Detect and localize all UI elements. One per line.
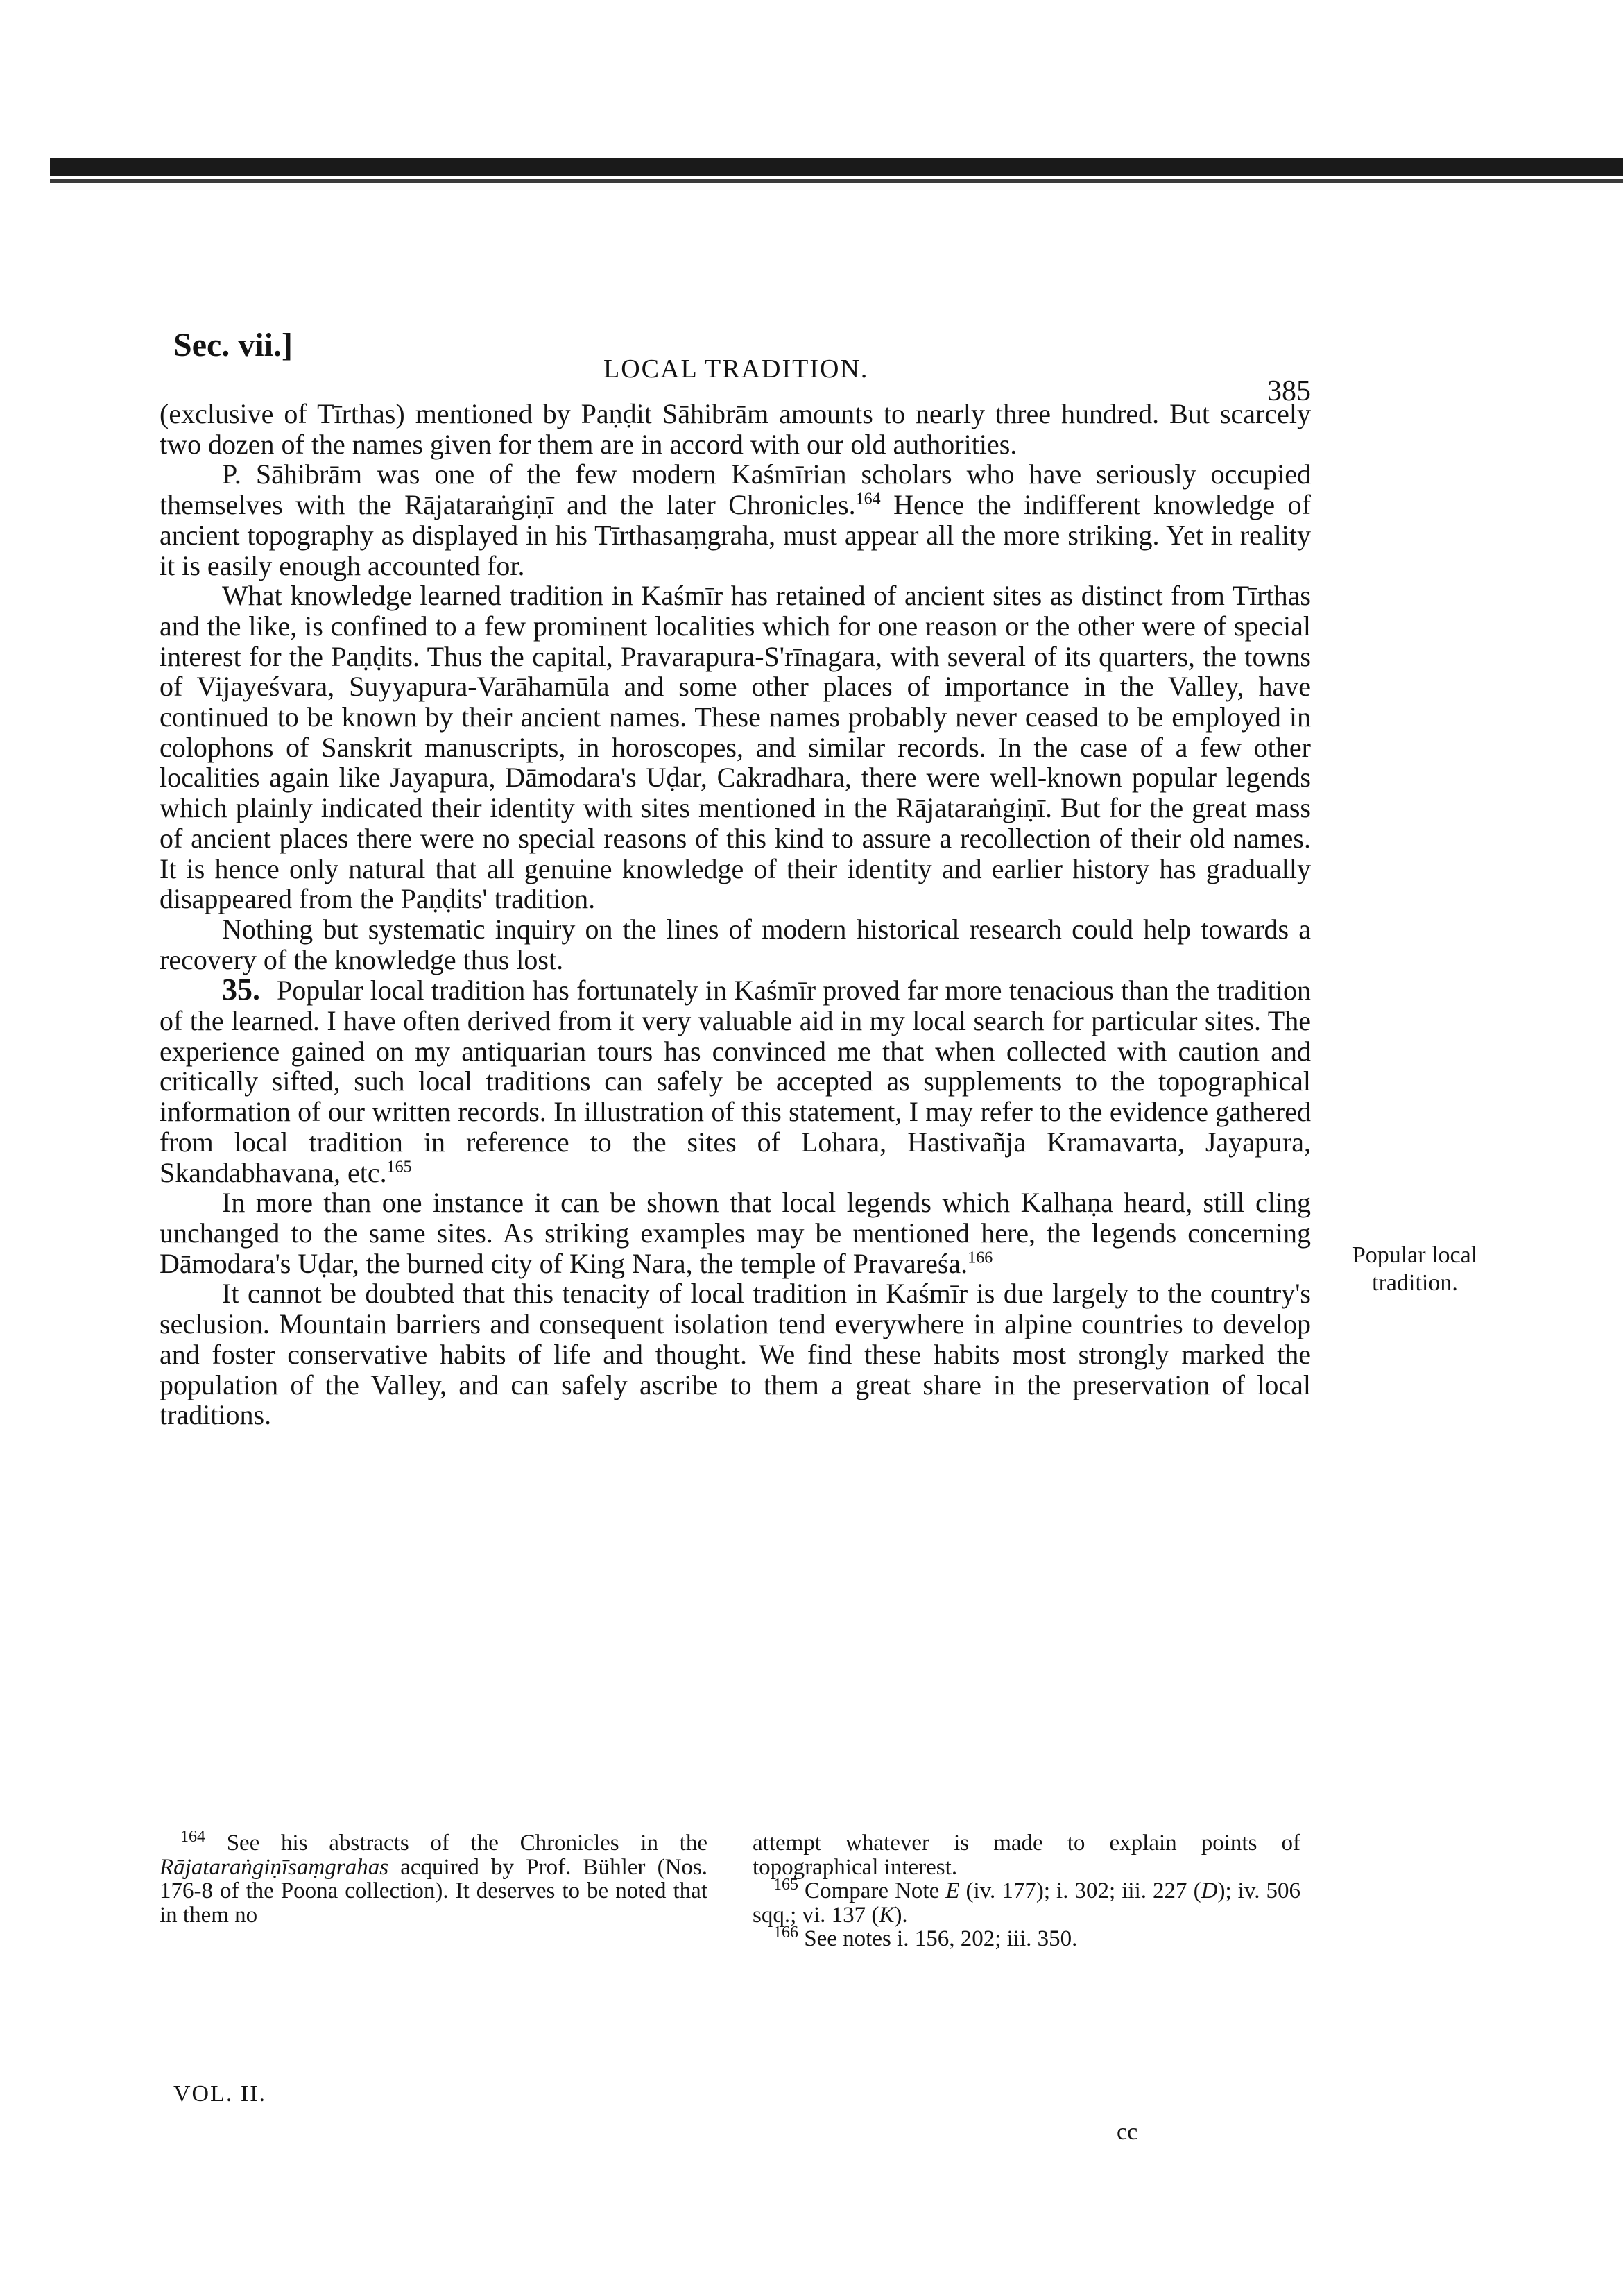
footnote-164-text-b: acquired by Prof. Bühler (Nos. 176-8 of the Poona collection). It deserves to be noted that in them no bbox=[160, 1854, 707, 1928]
footnote-165-text-b: (iv. 177); i. 302; iii. 227 ( bbox=[959, 1878, 1201, 1903]
main-text bbox=[160, 399, 1311, 1430]
footnote-ref-164: 164 bbox=[855, 490, 881, 508]
running-title: LOCAL TRADITION. bbox=[603, 354, 869, 384]
paragraph-6 bbox=[160, 1188, 1311, 1278]
paragraph-4: Nothing but systematic inquiry on the lines of modern historical research could help towards a recovery of the knowledge thus lost. bbox=[160, 913, 1311, 975]
footnote-ref-166: 166 bbox=[968, 1249, 993, 1267]
top-rule-thin bbox=[50, 179, 1623, 183]
footnote-165-note-d: D bbox=[1201, 1878, 1218, 1903]
footnote-165-number: 165 bbox=[773, 1876, 798, 1894]
paragraph-3: What knowledge learned tradition in Kaśmīr has retained of ancient sites as distinct from Tīrthas and the like, is confined to a few prominent localities which for one reason or the other were of special interest for the Paṇḍits. Thus the capital, Pravarapura-S'rīnagara, with several of its quarters, the towns of Vijayeśvara, Suyyapura-Varāhamūla and some other places of importance in the Valley, have continued to be known by their ancient names. These names probably never ceased to be employed in colophons of Sanskrit manuscripts, in horoscopes, and similar records. In the case of a few other localities again like Jayapura, Dāmodara's Uḍar, Cakradhara, there were well-known popular legends which plainly indicated their identity with sites mentioned in the Rājataraṅgiṇī. But for the great mass of ancient places there were no special reasons of this kind to assure a recollection of their old names. It is hence only natural that all genuine knowledge of their identity and earlier history has gradually disappeared from the Paṇḍits' tradition. bbox=[160, 580, 1311, 915]
paragraph-5-text: Popular local tradition has fortunately in Kaśmīr proved far more tenacious than the tradition of the learned. I have often derived from it very valuable aid in my local search for particular sites. The experience gained on my antiquarian tours has convinced me that when collected with caution and critically sifted, such local traditions can safely be accepted as supplements to the topographical information of our written records. In illustration of this statement, I may refer to the evidence gathered from local tradition in reference to the sites of Lohara, Hastivañja Kramavarta, Jayapura, Skandabhavana, etc. bbox=[160, 975, 1311, 1188]
top-rule bbox=[50, 158, 1623, 176]
marginal-note: Popular local tradition. bbox=[1352, 1242, 1478, 1296]
paragraph-5 bbox=[160, 975, 1311, 1188]
section-number: 35. bbox=[222, 973, 260, 1007]
page-header bbox=[173, 326, 1311, 407]
paragraph-2-continued: Hence the indifferent knowledge of ancient topography as displayed in his Tīrthasaṃgraha, must appear all the more striking. Yet in reality it is easily enough accounted for. bbox=[160, 489, 1311, 581]
footnote-166-text: See notes i. 156, 202; iii. 350. bbox=[798, 1926, 1078, 1951]
paragraph-2 bbox=[160, 459, 1311, 581]
footnote-ref-165: 165 bbox=[386, 1158, 412, 1176]
footnote-164-text-a: See his abstracts of the Chronicles in the bbox=[205, 1831, 707, 1856]
footnote-165-end: ). bbox=[894, 1902, 908, 1928]
footnote-165 bbox=[753, 1876, 1300, 1928]
footnote-166-number: 166 bbox=[773, 1924, 798, 1942]
footnote-column-right bbox=[753, 1831, 1300, 1951]
paragraph-2-text: P. Sāhibrām was one of the few modern Kaśmīrian scholars who have seriously occupied themselves with the Rājataraṅgiṇī and the later Chronicles. bbox=[160, 459, 1311, 521]
volume-label: VOL. II. bbox=[173, 2081, 267, 2107]
page-number: 385 bbox=[1267, 375, 1311, 407]
footnote-164-continued: attempt whatever is made to explain points of topographical interest. bbox=[753, 1831, 1300, 1880]
paragraph-1: (exclusive of Tīrthas) mentioned by Paṇḍit Sāhibrām amounts to nearly three hundred. But scarcely two dozen of the names given for them are in accord with our old authorities. bbox=[160, 398, 1311, 460]
footnote-165-text-c: ); iv. 506 sqq.; vi. 137 ( bbox=[753, 1878, 1300, 1928]
footnote-165-text-a: Compare Note bbox=[798, 1878, 946, 1903]
footnote-164-number: 164 bbox=[180, 1828, 205, 1846]
paragraph-7: It cannot be doubted that this tenacity of local tradition in Kaśmīr is due largely to the country's seclusion. Mountain barriers and consequent isolation tend everywhere in alpine countries to develop and foster conservative habits of life and thought. We find these habits most strongly marked the population of the Valley, and can safely ascribe to them a great share in the preservation of local traditions. bbox=[160, 1278, 1311, 1431]
section-label: Sec. vii.] bbox=[173, 327, 293, 363]
footnote-166 bbox=[753, 1924, 1300, 1951]
footnote-165-note-e: E bbox=[945, 1878, 960, 1903]
signature-mark: cc bbox=[1117, 2119, 1138, 2145]
footnote-164 bbox=[160, 1828, 707, 1928]
paragraph-6-text: In more than one instance it can be shown that local legends which Kalhaṇa heard, still cling unchanged to the same sites. As striking examples may be mentioned here, the legends concerning Dāmodara's Uḍar, the burned city of King Nara, the temple of Pravareśa. bbox=[160, 1187, 1311, 1279]
footnote-164-title: Rājataraṅgiṇīsaṃgrahas bbox=[160, 1854, 389, 1880]
footnote-column-left bbox=[160, 1828, 707, 1928]
footnote-165-note-k: K bbox=[879, 1902, 895, 1928]
